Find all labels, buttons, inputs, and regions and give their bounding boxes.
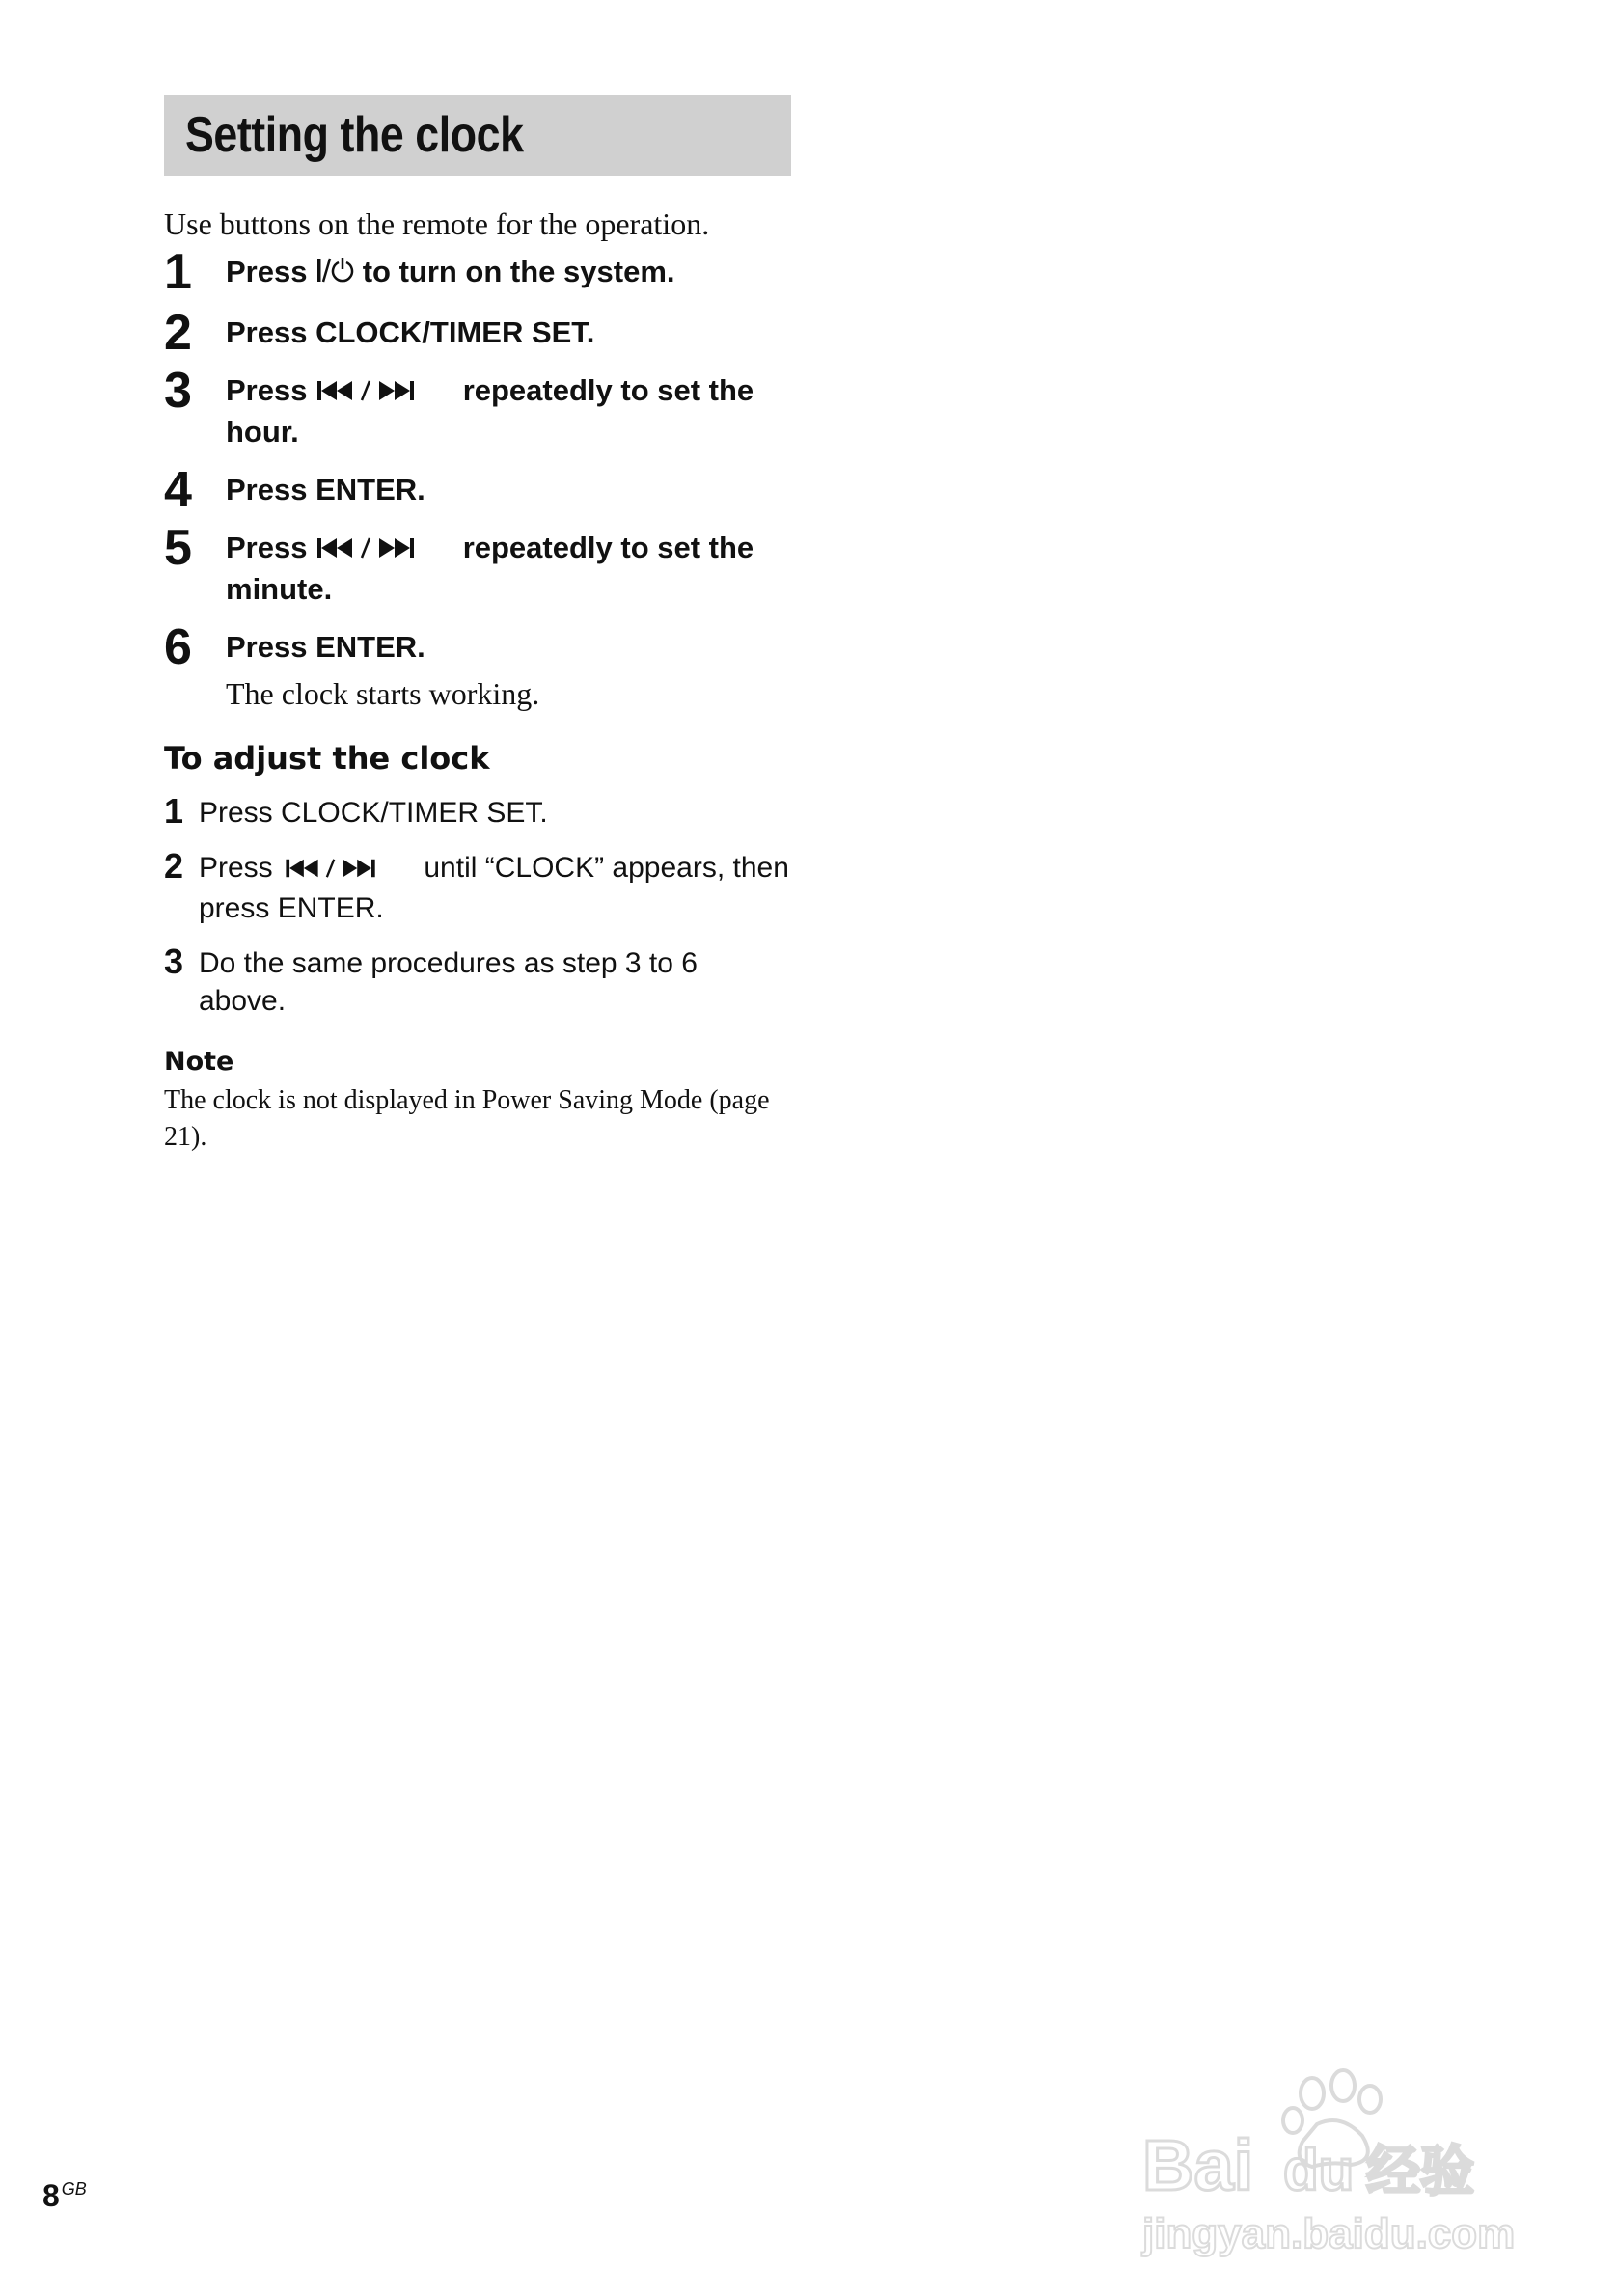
step-result: The clock starts working. <box>226 676 540 711</box>
step-1 <box>164 244 791 300</box>
prev-next-icon <box>315 532 454 570</box>
step-text: Press CLOCK/TIMER SET. <box>199 797 548 829</box>
adjust-step-2 <box>164 846 791 927</box>
step-2 <box>164 305 791 361</box>
page-number <box>42 2178 87 2214</box>
main-column <box>164 95 791 1156</box>
baidu-watermark-logo <box>1138 2064 1544 2257</box>
step-4 <box>164 462 791 518</box>
step-number: 3 <box>164 363 192 419</box>
step-number: 1 <box>164 244 192 300</box>
step-text-pre: Press <box>226 373 316 407</box>
prev-next-icon <box>315 374 454 413</box>
step-text-post: to turn on the system. <box>354 255 675 288</box>
section-title-text: Setting the clock <box>185 107 524 163</box>
step-number: 2 <box>164 846 184 886</box>
power-icon <box>315 256 354 294</box>
step-text: Do the same procedures as step 3 to 6 above. <box>199 947 698 1017</box>
adjust-step-1 <box>164 791 791 832</box>
steps-list <box>164 244 791 713</box>
svg-text:du: du <box>1283 2138 1355 2202</box>
step-3 <box>164 363 791 451</box>
step-number: 2 <box>164 305 192 361</box>
step-text: Press ENTER. <box>226 630 425 664</box>
svg-text:jingyan.baidu.com: jingyan.baidu.com <box>1142 2210 1516 2257</box>
step-text-pre: Press <box>199 852 282 884</box>
step-text-post: repeatedly to set the hour. <box>226 373 754 449</box>
section-title <box>164 95 791 176</box>
page-number-suffix: GB <box>61 2179 87 2200</box>
prev-next-icon <box>281 852 416 889</box>
adjust-steps-list <box>164 791 791 1020</box>
note-text: The clock is not displayed in Power Saving Mode (page 21). <box>164 1085 770 1152</box>
step-text: Press CLOCK/TIMER SET. <box>226 315 595 349</box>
step-number: 5 <box>164 520 192 576</box>
svg-text:Bai: Bai <box>1142 2125 1254 2205</box>
step-text: Press ENTER. <box>226 473 425 506</box>
intro-text: Use buttons on the remote for the operation. <box>164 206 710 241</box>
step-number: 3 <box>164 942 184 981</box>
note-label: Note <box>164 1047 234 1077</box>
step-text-post: repeatedly to set the minute. <box>226 531 754 606</box>
step-number: 1 <box>164 791 184 831</box>
adjust-step-3 <box>164 944 791 1020</box>
page-number-value: 8 <box>42 2178 60 2213</box>
step-number: 6 <box>164 619 192 675</box>
adjust-heading: To adjust the clock <box>164 740 490 777</box>
step-5 <box>164 520 791 609</box>
step-text-pre: Press <box>226 531 316 564</box>
svg-text:经验: 经验 <box>1366 2141 1474 2203</box>
step-number: 4 <box>164 462 192 518</box>
step-6 <box>164 619 791 713</box>
step-text-post: until “CLOCK” appears, then press ENTER. <box>199 852 789 924</box>
step-text-pre: Press <box>226 255 316 288</box>
